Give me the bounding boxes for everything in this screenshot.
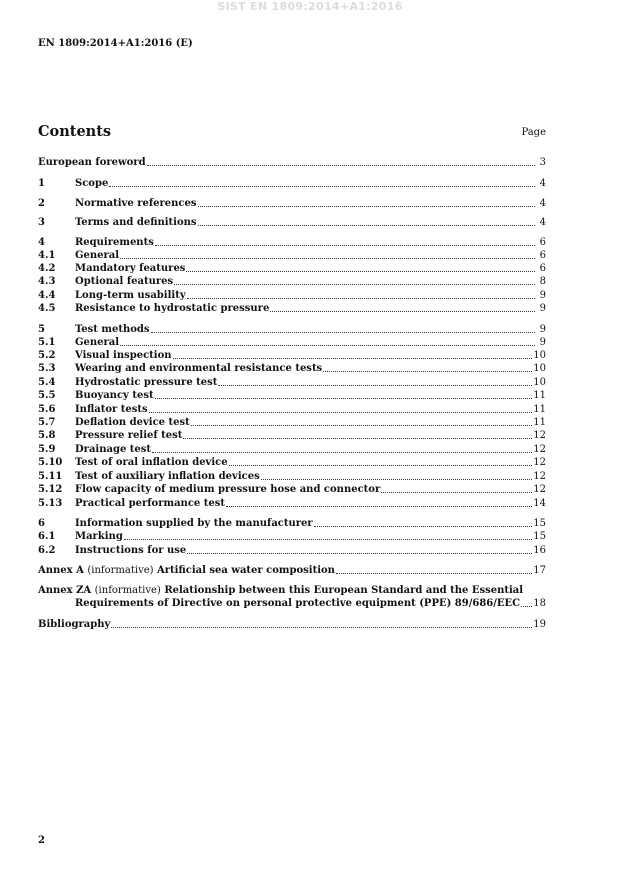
dot-leader [149,412,533,413]
watermark: SIST EN 1809:2014+A1:2016 [217,0,403,13]
toc-entry-page: 15 [533,531,546,542]
toc-entry-title: Marking [75,531,123,542]
toc-entry-number: 5.11 [38,471,63,482]
toc-entry-title: Mandatory features [75,263,186,274]
toc-entry-title: Pressure relief test [75,430,183,441]
toc-entry[interactable] [38,443,546,456]
toc-entry[interactable] [38,530,546,543]
dot-leader [147,165,535,166]
toc-entry-number: 4.1 [38,250,56,261]
toc-entry[interactable] [38,197,546,210]
toc-entry-title: Practical performance test [75,498,225,509]
page-number: 2 [38,835,45,846]
toc-entry-title: Optional features [75,276,174,287]
toc-entry-page: 8 [539,276,546,287]
dot-leader [151,332,535,333]
toc-entry-title: European foreword [38,157,146,168]
annex-title [38,564,335,577]
toc-entry-number: 5.1 [38,337,56,348]
dot-leader [270,311,535,312]
toc-entry-page: 6 [539,250,546,261]
toc-entry-title: Terms and definitions [75,217,197,228]
toc-entry-number: 5.7 [38,417,56,428]
toc-entry-title: General [75,250,120,261]
toc-entry[interactable] [38,216,546,229]
toc-entry[interactable] [38,416,546,429]
toc-entry[interactable] [38,262,546,275]
dot-leader [521,606,532,607]
toc-entry-page: 9 [539,337,546,348]
toc-entry-title: Test of oral inflation device [75,457,228,468]
annex-label: Annex ZA [38,585,92,596]
toc-entry-page: 12 [533,484,546,495]
toc-entry-number: 5.10 [38,457,63,468]
toc-entry[interactable] [38,497,546,510]
toc-entry-number: 5.8 [38,430,56,441]
toc-entry-page: 15 [533,518,546,529]
toc-entry-title: Test of auxiliary inflation devices [75,471,260,482]
toc-entry[interactable] [38,236,546,249]
toc-entry-page: 3 [539,157,546,168]
toc-entry-page: 10 [533,377,546,388]
toc-entry-title: Drainage test [75,444,152,455]
toc-entry-page: 11 [533,417,546,428]
toc-entry-title: Buoyancy test [75,390,154,401]
toc-entry[interactable] [38,323,546,336]
dot-leader [120,345,535,346]
toc-entry[interactable] [38,376,546,389]
toc-entry[interactable] [38,156,546,169]
toc-entry-number: 4.3 [38,276,56,287]
toc-entry[interactable] [38,389,546,402]
toc-entry-number: 5.12 [38,484,63,495]
toc-entry-number: 4.5 [38,303,56,314]
dot-leader [323,371,532,372]
toc-entry-number: 5 [38,324,45,335]
toc-entry-page: 16 [533,545,546,556]
toc-entry[interactable] [38,456,546,469]
toc-entry-title: Hydrostatic pressure test [75,377,218,388]
toc-entry-page: 11 [533,404,546,415]
toc-entry-title: Resistance to hydrostatic pressure [75,303,270,314]
toc-entry-page: 6 [539,263,546,274]
toc-entry[interactable] [38,429,546,442]
dot-leader [198,225,535,226]
toc-entry-number: 5.3 [38,363,56,374]
toc-entry-title: Long-term usability [75,290,186,301]
toc-entry-title: Requirements [75,237,154,248]
toc-entry-title: Test methods [75,324,150,335]
dot-leader [124,539,532,540]
toc-entry-title: Deflation device test [75,417,190,428]
toc-entry-number: 5.9 [38,444,56,455]
annex-za-line-2 [38,597,546,610]
page-column-label: Page [521,127,546,138]
annex-heading: Relationship between this European Standard and the Essential [164,585,524,596]
toc-entry-page: 14 [533,498,546,509]
annex-label: Annex A [38,565,84,576]
toc-entry-title: Information supplied by the manufacturer [75,518,313,529]
toc-entry-page: 9 [539,324,546,335]
annex-heading-continued: Requirements of Directive on personal protective equipment (PPE) 89/686/EEC [75,598,521,609]
toc-entry[interactable] [38,249,546,262]
annex-qualifier: (informative) [94,585,161,596]
toc-entry-page: 12 [533,457,546,468]
toc-entry-number: 2 [38,198,45,209]
toc-entry[interactable] [38,336,546,349]
toc-entry-page: 17 [533,565,546,576]
toc-entry-page: 9 [539,303,546,314]
toc-entry[interactable] [38,403,546,416]
dot-leader [381,492,532,493]
toc-entry-page: 9 [539,290,546,301]
toc-entry-number: 5.5 [38,390,56,401]
toc-entry-page: 10 [533,350,546,361]
toc-entry-page: 18 [533,598,546,609]
toc-entry-number: 5.13 [38,498,63,509]
toc-entry-number: 4.2 [38,263,56,274]
dot-leader [314,526,533,527]
toc-entry-number: 5.2 [38,350,56,361]
dot-leader [187,298,535,299]
toc-entry-page: 11 [533,390,546,401]
toc-entry-page: 12 [533,444,546,455]
toc-entry-title: Flow capacity of medium pressure hose and connector [75,484,381,495]
toc-entry-page: 12 [533,430,546,441]
toc-entry-page: 10 [533,363,546,374]
toc-entry[interactable] [38,302,546,315]
toc-entry-page: 4 [539,217,546,228]
toc-entry[interactable] [38,362,546,375]
toc-entry-number: 6.2 [38,545,56,556]
dot-leader [120,258,535,259]
dot-leader [187,553,532,554]
toc-entry-title: General [75,337,120,348]
toc-entry[interactable] [38,483,546,496]
dot-leader [111,627,532,628]
toc-entry-title: Instructions for use [75,545,187,556]
annex-a-entry[interactable] [38,564,546,577]
dot-leader [174,284,535,285]
annex-za-line-1 [38,584,546,597]
toc-entry-number: 6.1 [38,531,56,542]
toc-entry-title: Wearing and environmental resistance tests [75,363,323,374]
toc-entry-page: 6 [539,237,546,248]
toc-entry-page: 4 [539,198,546,209]
toc-entry-page: 4 [539,178,546,189]
dot-leader [173,358,533,359]
dot-leader [191,425,533,426]
contents-heading: Contents [38,123,112,140]
toc-entry[interactable] [38,470,546,483]
toc-entry[interactable] [38,517,546,530]
toc-entry-number: 5.4 [38,377,56,388]
toc-entry-number: 4.4 [38,290,56,301]
dot-leader [218,385,532,386]
toc-entry[interactable] [38,275,546,288]
annex-za-entry[interactable] [38,584,546,610]
toc-entry-number: 6 [38,518,45,529]
bibliography-entry[interactable] [38,618,546,631]
toc-entry-title: Inflator tests [75,404,148,415]
dot-leader [109,186,535,187]
dot-leader [261,479,533,480]
toc-entry[interactable] [38,544,546,557]
toc-entry-title: Visual inspection [75,350,172,361]
toc-entry-number: 3 [38,217,45,228]
dot-leader [229,465,533,466]
dot-leader [226,506,532,507]
dot-leader [198,206,536,207]
toc-entry-title: Bibliography [38,619,111,630]
document-id: EN 1809:2014+A1:2016 (E) [38,38,193,49]
dot-leader [152,452,532,453]
annex-qualifier: (informative) [87,565,154,576]
dot-leader [183,438,532,439]
dot-leader [155,245,535,246]
toc-entry-number: 4 [38,237,45,248]
toc-entry-title: Normative references [75,198,197,209]
toc-entry[interactable] [38,349,546,362]
toc-entry[interactable] [38,289,546,302]
toc-entry-page: 19 [533,619,546,630]
dot-leader [155,398,533,399]
annex-heading: Artificial sea water composition [157,565,335,576]
dot-leader [186,271,535,272]
toc-entry-title: Scope [75,178,109,189]
toc-entry-number: 5.6 [38,404,56,415]
toc-entry-page: 12 [533,471,546,482]
dot-leader [336,573,532,574]
toc-entry[interactable] [38,177,546,190]
toc-entry-number: 1 [38,178,45,189]
